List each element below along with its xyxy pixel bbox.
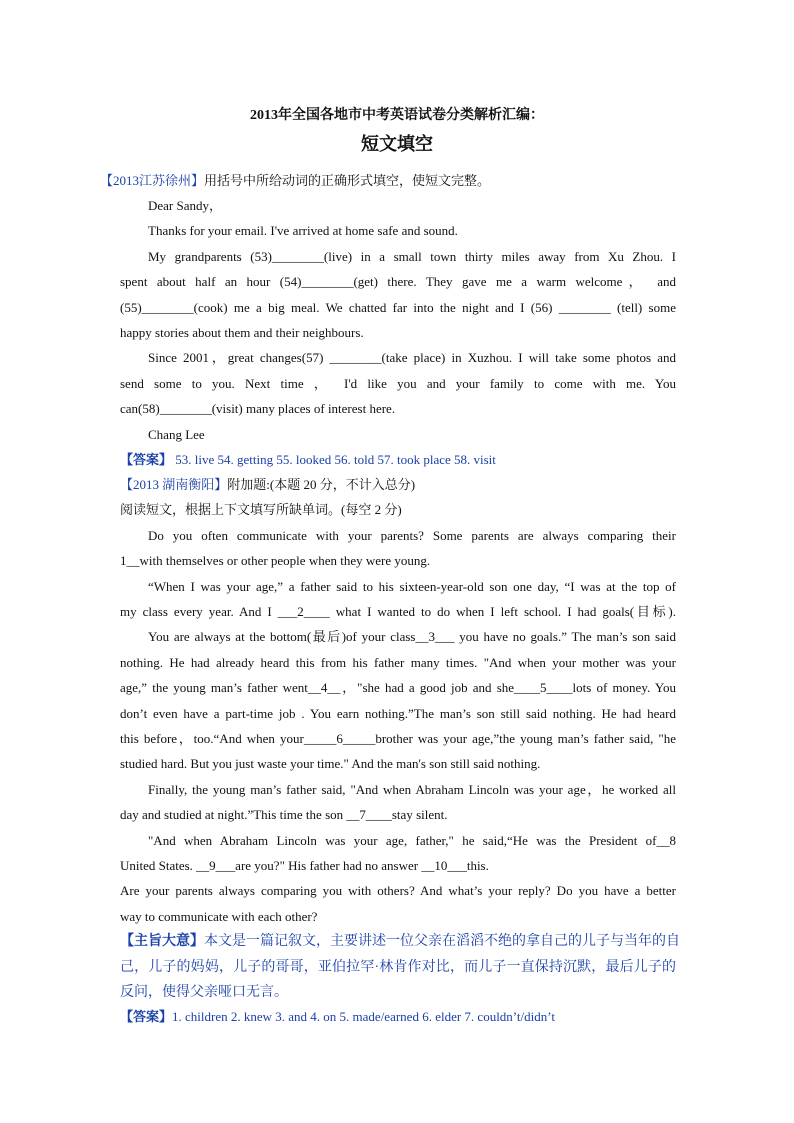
passage-line: way to communicate with each other?	[120, 909, 318, 924]
passage-line: You are always at the bottom(最后)of your class__3___ you have no goals.” The man’s son said	[148, 629, 676, 644]
passage-line: Do you often communicate with your parents? Some parents are always comparing their	[148, 528, 676, 543]
passage-line: age,” the young man’s father went__4__，"she had a good job and she____5____lots of money. You	[120, 680, 676, 695]
summary-line: 反问，使得父亲哑口无言。	[120, 985, 288, 1000]
answer-text: 1. children 2. knew 3. and 4. on 5. made/earned 6. elder 7. couldn’t/didn’t	[172, 1009, 555, 1024]
letter-line: Dear Sandy，	[148, 198, 223, 213]
section2-instruction: 阅读短文，根据上下文填写所缺单词。(每空 2 分)	[120, 502, 402, 517]
passage-line: don’t even have a part-time job . You earn nothing.”The man’s son still said nothing. He had heard	[120, 706, 676, 721]
passage-line: day and studied at night.”This time the son __7____stay silent.	[120, 807, 448, 822]
passage-line: 1__with themselves or other people when they were young.	[120, 553, 431, 568]
section1-instruction: 用括号中所给动词的正确形式填空，使短文完整。	[204, 173, 491, 188]
letter-line: happy stories about them and their neighbours.	[120, 325, 364, 340]
passage-line: this before，too.“And when your_____6_____brother was your age,”the young man’s father said, "he	[120, 731, 676, 746]
section2-source: 【2013 湖南衡阳】	[120, 477, 228, 492]
passage-line: my class every year. And I ___2____ what I wanted to do when I left school. I had goals(目标).	[120, 604, 676, 619]
passage-line: Are your parents always comparing you with others? And what’s your reply? Do you have a better	[120, 883, 676, 898]
passage-line: nothing. He had already heard this from his father many times. "And when your mother was your	[120, 655, 676, 670]
passage-line: Finally, the young man’s father said, "And when Abraham Lincoln was your age，he worked all	[148, 782, 676, 797]
section2-heading: 附加题:(本题 20 分，不计入总分)	[227, 477, 416, 492]
letter-line: My grandparents (53)________(live) in a small town thirty miles away from Xu Zhou. I	[148, 249, 676, 264]
summary-label: 【主旨大意】	[120, 934, 204, 949]
section2-header	[120, 476, 676, 494]
letter-line: Since 2001，great changes(57) ________(take place) in Xuzhou. I will take some photos and	[148, 350, 676, 365]
passage-line: United States. __9___are you?" His father had no answer __10___this.	[120, 858, 489, 873]
letter-line: (55)________(cook) me a big meal. We chatted far into the night and I (56) ________ (tell) some	[120, 300, 676, 315]
answer-label: 【答案】	[120, 1009, 173, 1024]
section1-header	[100, 172, 656, 190]
passage-line: "And when Abraham Lincoln was your age, father," he said,“He was the President of__8	[148, 833, 676, 848]
summary-line: 己，儿子的妈妈，儿子的哥哥，亚伯拉罕·林肯作对比，而儿子一直保持沉默，最后儿子的	[120, 960, 676, 975]
document-title: 2013年全国各地市中考英语试卷分类解析汇编：	[250, 108, 544, 123]
letter-line: Thanks for your email. I've arrived at home safe and sound.	[148, 223, 458, 238]
passage-line: studied hard. But you just waste your time." And the man's son still said nothing.	[120, 756, 541, 771]
letter-line: send some to you. Next time ， I'd like you and your family to come with me. You	[120, 376, 676, 391]
passage-line: “When I was your age,” a father said to his sixteen-year-old son one day, “I was at the top of	[148, 579, 676, 594]
section2-answer	[120, 1008, 676, 1026]
section1-answer	[120, 451, 676, 469]
summary-text: 本文是一篇记叙文，主要讲述一位父亲在滔滔不绝的拿自己的儿子与当年的自	[204, 934, 680, 949]
document-subtitle: 短文填空	[361, 134, 433, 154]
answer-text: 53. live 54. getting 55. looked 56. told 57. took place 58. visit	[172, 452, 496, 467]
letter-line: spent about half an hour (54)________(get) there. They gave me a warm welcome， and	[120, 274, 676, 289]
summary-line	[120, 932, 680, 952]
letter-signature: Chang Lee	[148, 427, 205, 442]
letter-line: can(58)________(visit) many places of interest here.	[120, 401, 396, 416]
answer-label: 【答案】	[120, 452, 173, 467]
section1-source: 【2013江苏徐州】	[100, 173, 205, 188]
